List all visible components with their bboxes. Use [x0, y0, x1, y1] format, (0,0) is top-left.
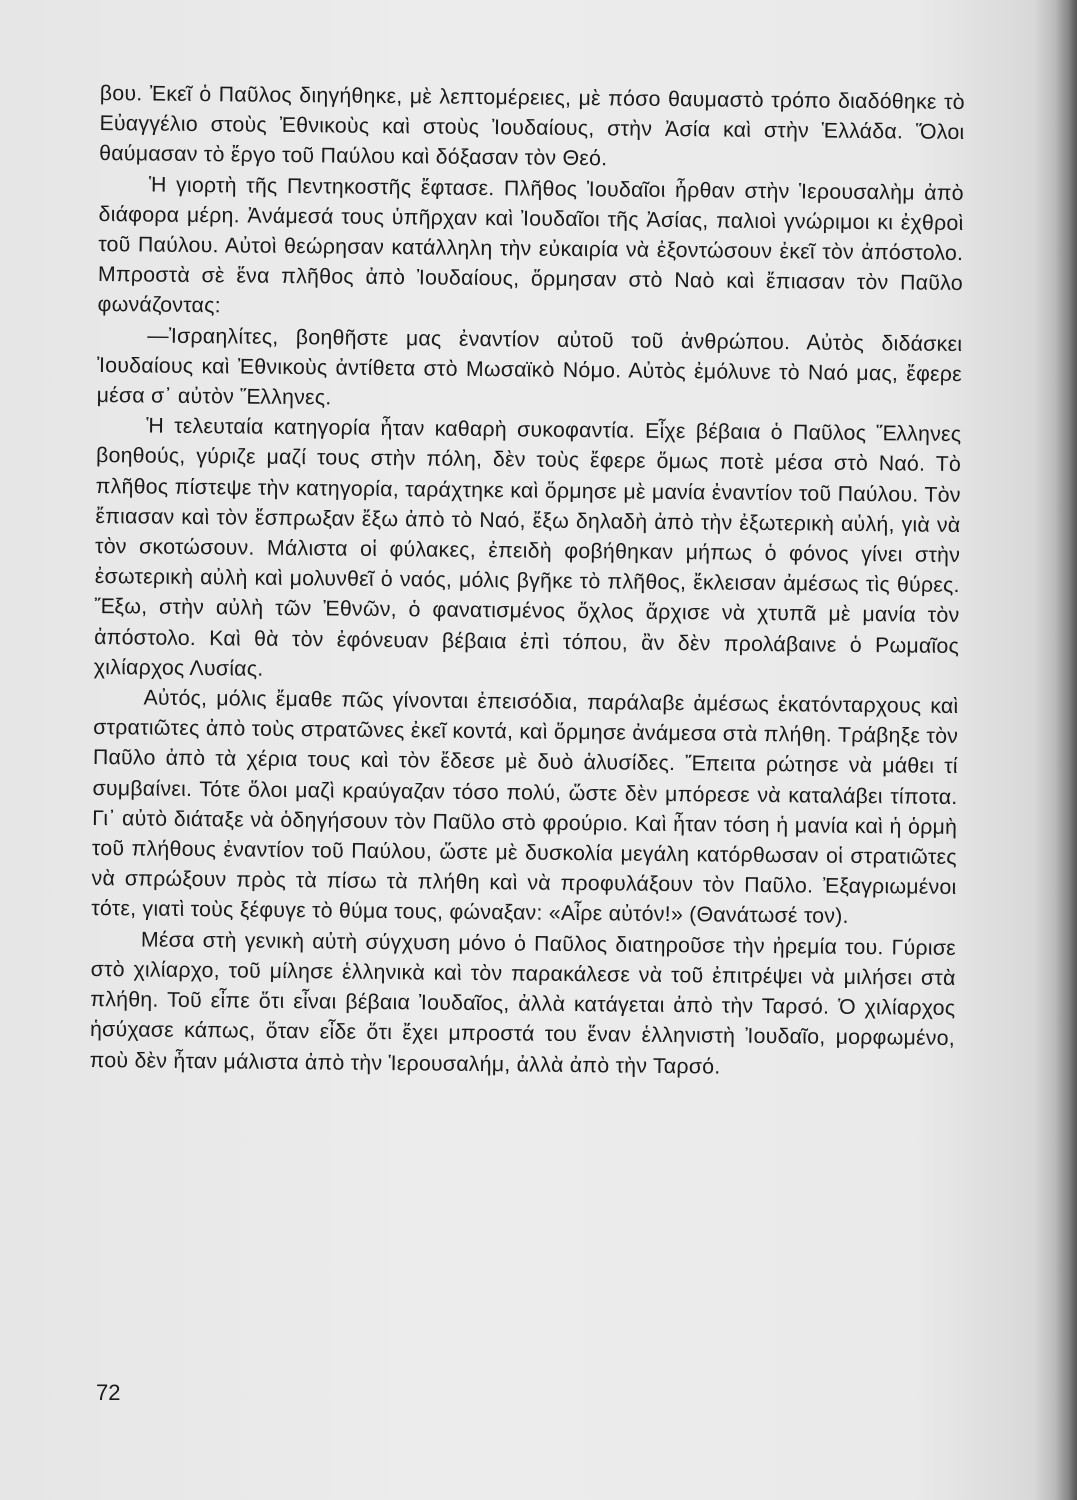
paragraph-2: Ἡ γιορτὴ τῆς Πεντηκοστῆς ἔφτασε. Πλῆθος Ἰουδαῖοι ἦρθαν στὴν Ἱερουσαλὴμ ἀπὸ διάφορα μέρη. Ἀνάμεσά τους ὑπῆρχαν καὶ Ἰουδαῖοι τῆς Ἀσίας, παλιοὶ γνώριμοι κι ἐχθροὶ τοῦ Παύλου. Αὐτοὶ θεώρησαν κατάλληλη τὴν εὐκαιρία νὰ ἐξοντώσουν ἐκεῖ τὸν ἀπόστολο. Μπροστὰ σὲ ἕνα πλῆθος ἀπὸ Ἰουδαίους, ὅρμησαν στὸ Ναὸ καὶ ἔπιασαν τὸν Παῦλο φωνάζοντας:: [97, 172, 964, 318]
body-text: [90, 78, 965, 1084]
paragraph-1: βου. Ἐκεῖ ὁ Παῦλος διηγήθηκε, μὲ λεπτομέρειες, μὲ πόσο θαυμαστὸ τρόπο διαδόθηκε τὸ Εὐαγγέλιο στοὺς Ἐθνικοὺς καὶ στοὺς Ἰουδαίους, στὴν Ἀσία καὶ στὴν Ἑλλάδα. Ὅλοι θαύμασαν τὸ ἔργο τοῦ Παύλου καὶ δόξασαν τὸν Θεό.: [99, 80, 965, 171]
paragraph-4: Ἡ τελευταία κατηγορία ἦταν καθαρὴ συκοφαντία. Εἶχε βέβαια ὁ Παῦλος Ἕλληνες βοηθούς, γύριζε μαζί τους στὴν πόλη, δὲν τοὺς ἔφερε ὅμως ποτὲ μέσα στὸ Ναό. Τὸ πλῆθος πίστεψε τὴν κατηγορία, ταράχτηκε καὶ ὅρμησε μὲ μανία ἐναντίον τοῦ Παύλου. Τὸν ἔπιασαν καὶ τὸν ἔσπρωξαν ἔξω ἀπὸ τὸ Ναό, ἔξω δηλαδὴ ἀπὸ τὴν ἐξωτερικὴ αὐλή, γιὰ νὰ τὸν σκοτώσουν. Μάλιστα οἱ φύλακες, ἐπειδὴ φοβήθηκαν μήπως ὁ φόνος γίνει στὴν ἐσωτερικὴ αὐλὴ καὶ μολυνθεῖ ὁ ναός, μόλις βγῆκε τὸ πλῆθος, ἔκλεισαν ἀμέσως τὶς θύρες. Ἔξω, στὴν αὐλὴ τῶν Ἐθνῶν, ὁ φανατισμένος ὄχλος ἄρχισε νὰ χτυπᾶ μὲ μανία τὸν ἀπόστολο. Καὶ θὰ τὸν ἐφόνευαν βέβαια ἐπὶ τόπου, ἂν δὲν προλάβαινε ὁ Ρωμαῖος χιλίαρχος Λυσίας.: [93, 413, 962, 681]
page-edge-shadow: [1055, 0, 1077, 1500]
paragraph-6: Μέσα στὴ γενικὴ αὐτὴ σύγχυση μόνο ὁ Παῦλος διατηροῦσε τὴν ἠρεμία του. Γύρισε στὸ χιλίαρχο, τοῦ μίλησε ἑλληνικὰ καὶ τὸν παρακάλεσε νὰ τοῦ ἐπιτρέψει νὰ μιλήσει στὰ πλήθη. Τοῦ εἶπε ὅτι εἶναι βέβαια Ἰουδαῖος, ἀλλὰ κατάγεται ἀπὸ τὴν Ταρσό. Ὁ χιλίαρχος ἡσύχασε κάπως, ὅταν εἶδε ὅτι ἔχει μπροστά του ἕναν ἑλληνιστὴ Ἰουδαῖο, μορφωμένο, ποὺ δὲν ἦταν μάλιστα ἀπὸ τὴν Ἱερουσαλήμ, ἀλλὰ ἀπὸ τὴν Ταρσό.: [89, 927, 957, 1079]
paragraph-3: —Ἰσραηλίτες, βοηθῆστε μας ἐναντίον αὐτοῦ τοῦ ἀνθρώπου. Αὐτὸς διδάσκει Ἰουδαίους καὶ Ἐθνικοὺς ἀντίθετα στὸ Μωσαϊκὸ Νόμο. Αὐτὸς ἐμόλυνε τὸ Ναό μας, ἔφερε μέσα σ᾽ αὐτὸν Ἕλληνες.: [96, 323, 963, 410]
paragraph-5: Αὐτός, μόλις ἔμαθε πῶς γίνονται ἐπεισόδια, παράλαβε ἀμέσως ἑκατόνταρχους καὶ στρατιῶτες ἀπὸ τοὺς στρατῶνες ἐκεῖ κοντά, καὶ ὅρμησε ἀνάμεσα στὰ πλήθη. Τράβηξε τὸν Παῦλο ἀπὸ τὰ χέρια τους καὶ τὸν ἔδεσε μὲ δυὸ ἁλυσίδες. Ἔπειτα ρώτησε νὰ μάθει τί συμβαίνει. Τότε ὅλοι μαζὶ κραύγαζαν τόσο πολύ, ὥστε δὲν μπόρεσε νὰ καταλάβει τίποτα. Γι᾽ αὐτὸ διάταξε νὰ ὁδηγήσουν τὸν Παῦλο στὸ φρούριο. Καὶ ἦταν τόση ἡ μανία καὶ ἡ ὁρμὴ τοῦ πλήθους ἐναντίον τοῦ Παύλου, ὥστε μὲ δυσκολία μεγάλη κατόρθωσαν οἱ στρατιῶτες νὰ σπρώξουν πρὸς τὰ πίσω τὰ πλήθη καὶ νὰ προφυλάξουν τὸν Παῦλο. Ἐξαγριωμένοι τότε, γιατὶ τοὺς ξέφυγε τὸ θύμα τους, φώναξαν: «Αἶρε αὐτόν!» (Θανάτωσέ τον).: [91, 685, 959, 929]
page-number: 72: [96, 1380, 121, 1405]
